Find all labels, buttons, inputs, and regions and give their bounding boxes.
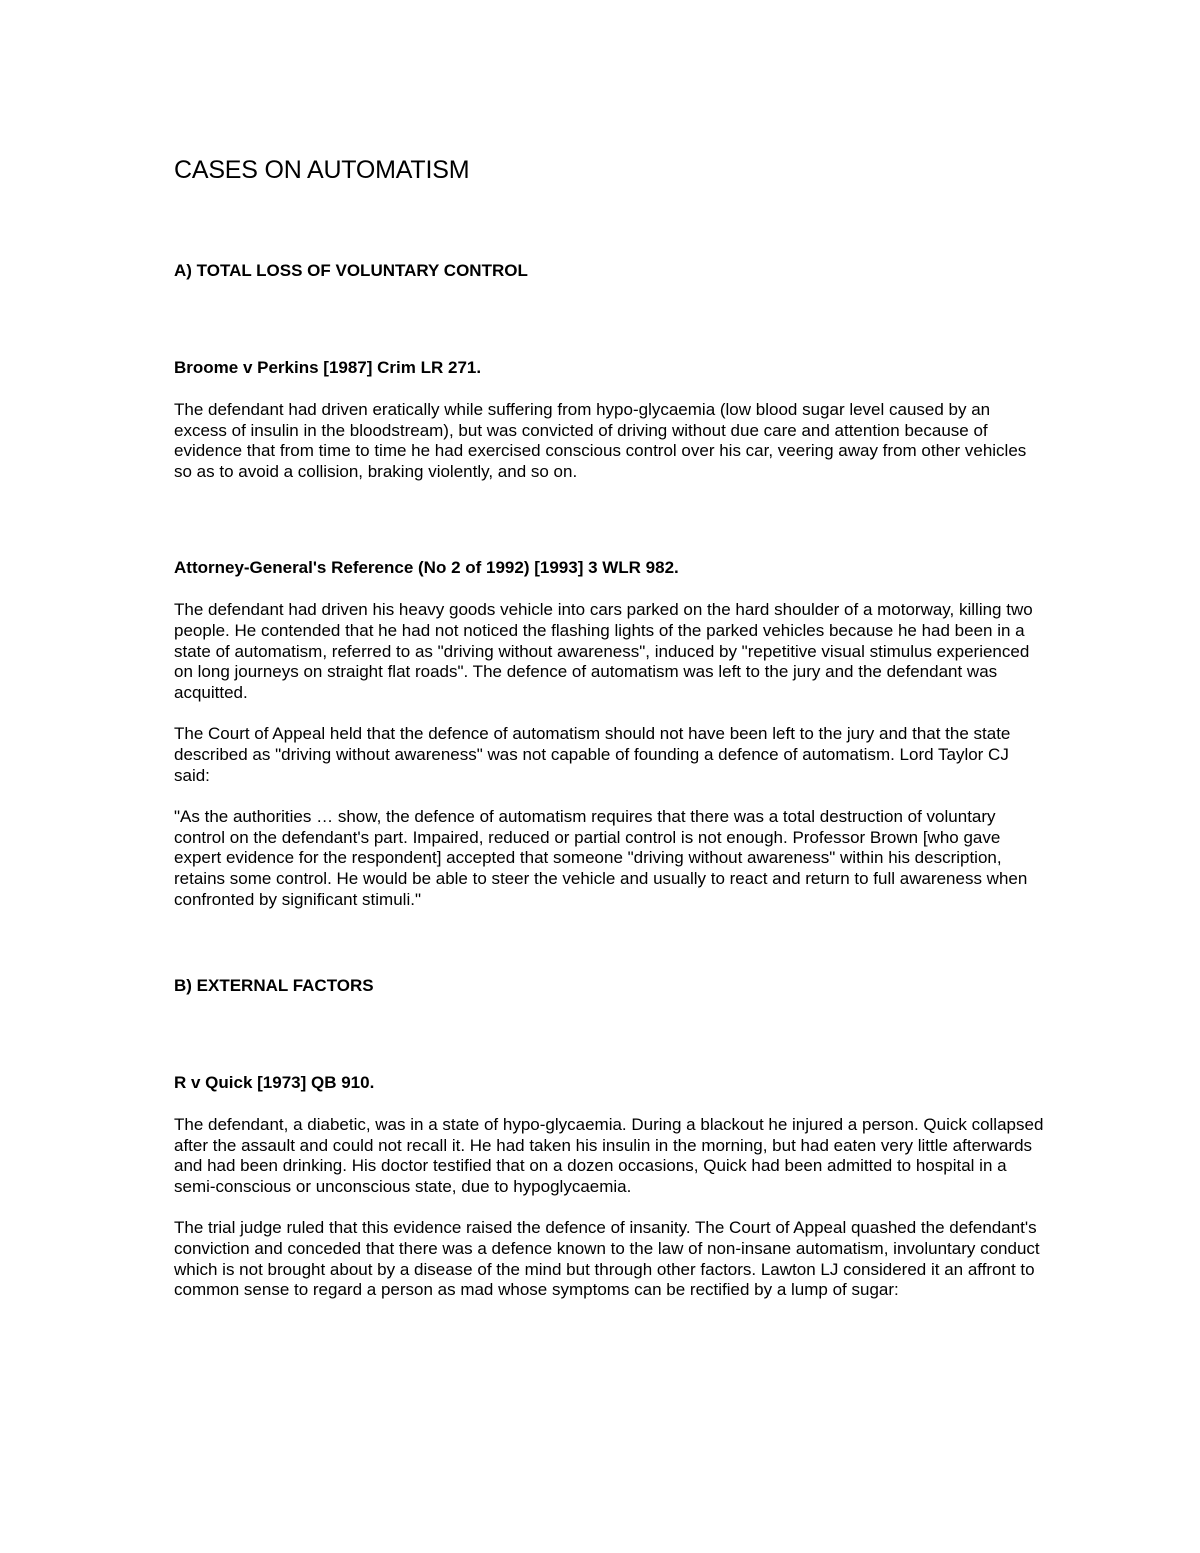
case-heading-r-v-quick: R v Quick [1973] QB 910. — [174, 1073, 375, 1093]
case-paragraph: The defendant had driven eratically while suffering from hypo-glycaemia (low blood sugar level caused by an excess of insulin in the bloodstream), but was convicted of driving without due care and attention because of evidence that from time to time he had exercised conscious control over his car, veering away from other vehicles so as to avoid a collision, braking violently, and so on. — [174, 400, 1027, 481]
case-quote-paragraph: "As the authorities … show, the defence of automatism requires that there was a total destruction of voluntary control on the defendant's part. Impaired, reduced or partial control is not enough. Professor Brown [who gave expert evidence for the respondent] accepted that someone "driving without awareness" within his description, retains some control. He would be able to steer the vehicle and usually to react and return to full awareness when confronted by significant stimuli." — [174, 807, 1028, 909]
case-paragraph: The defendant had driven his heavy goods vehicle into cars parked on the hard shoulder of a motorway, killing two people. He contended that he had not noticed the flashing lights of the parked vehicles because he had been in a state of automatism, referred to as "driving without awareness", induced by "repetitive visual stimulus experienced on long journeys on straight flat roads". The defence of automatism was left to the jury and the defendant was acquitted. — [174, 600, 1033, 702]
case-heading-broome-v-perkins: Broome v Perkins [1987] Crim LR 271. — [174, 358, 482, 377]
document-page — [174, 150, 1044, 1301]
case-heading-attorney-generals-reference: Attorney-General's Reference (No 2 of 1992) [1993] 3 WLR 982. — [174, 558, 679, 578]
case-paragraph: The Court of Appeal held that the defence of automatism should not have been left to the jury and that the state described as "driving without awareness" was not capable of founding a defence of automatism. Lord Taylor CJ said: — [174, 724, 1011, 785]
case-paragraph: The trial judge ruled that this evidence raised the defence of insanity. The Court of Appeal quashed the defendant's conviction and conceded that there was a defence known to the law of non-insane automatism, involuntary conduct which is not brought about by a disease of the mind but through other factors. Lawton LJ considered it an affront to common sense to regard a person as mad whose symptoms can be rectified by a lump of sugar: — [174, 1218, 1040, 1300]
document-title: CASES ON AUTOMATISM — [174, 156, 470, 184]
case-paragraph: The defendant, a diabetic, was in a state of hypo-glycaemia. During a blackout he injured a person. Quick collapsed after the assault and could not recall it. He had taken his insulin in the morning, but had eaten very little afterwards and had been drinking. His doctor testified that on a dozen occasions, Quick had been admitted to hospital in a semi-conscious or unconscious state, due to hypoglycaemia. — [174, 1115, 1044, 1196]
section-heading-b: B) EXTERNAL FACTORS — [174, 976, 374, 996]
section-heading-a: A) TOTAL LOSS OF VOLUNTARY CONTROL — [174, 261, 528, 280]
